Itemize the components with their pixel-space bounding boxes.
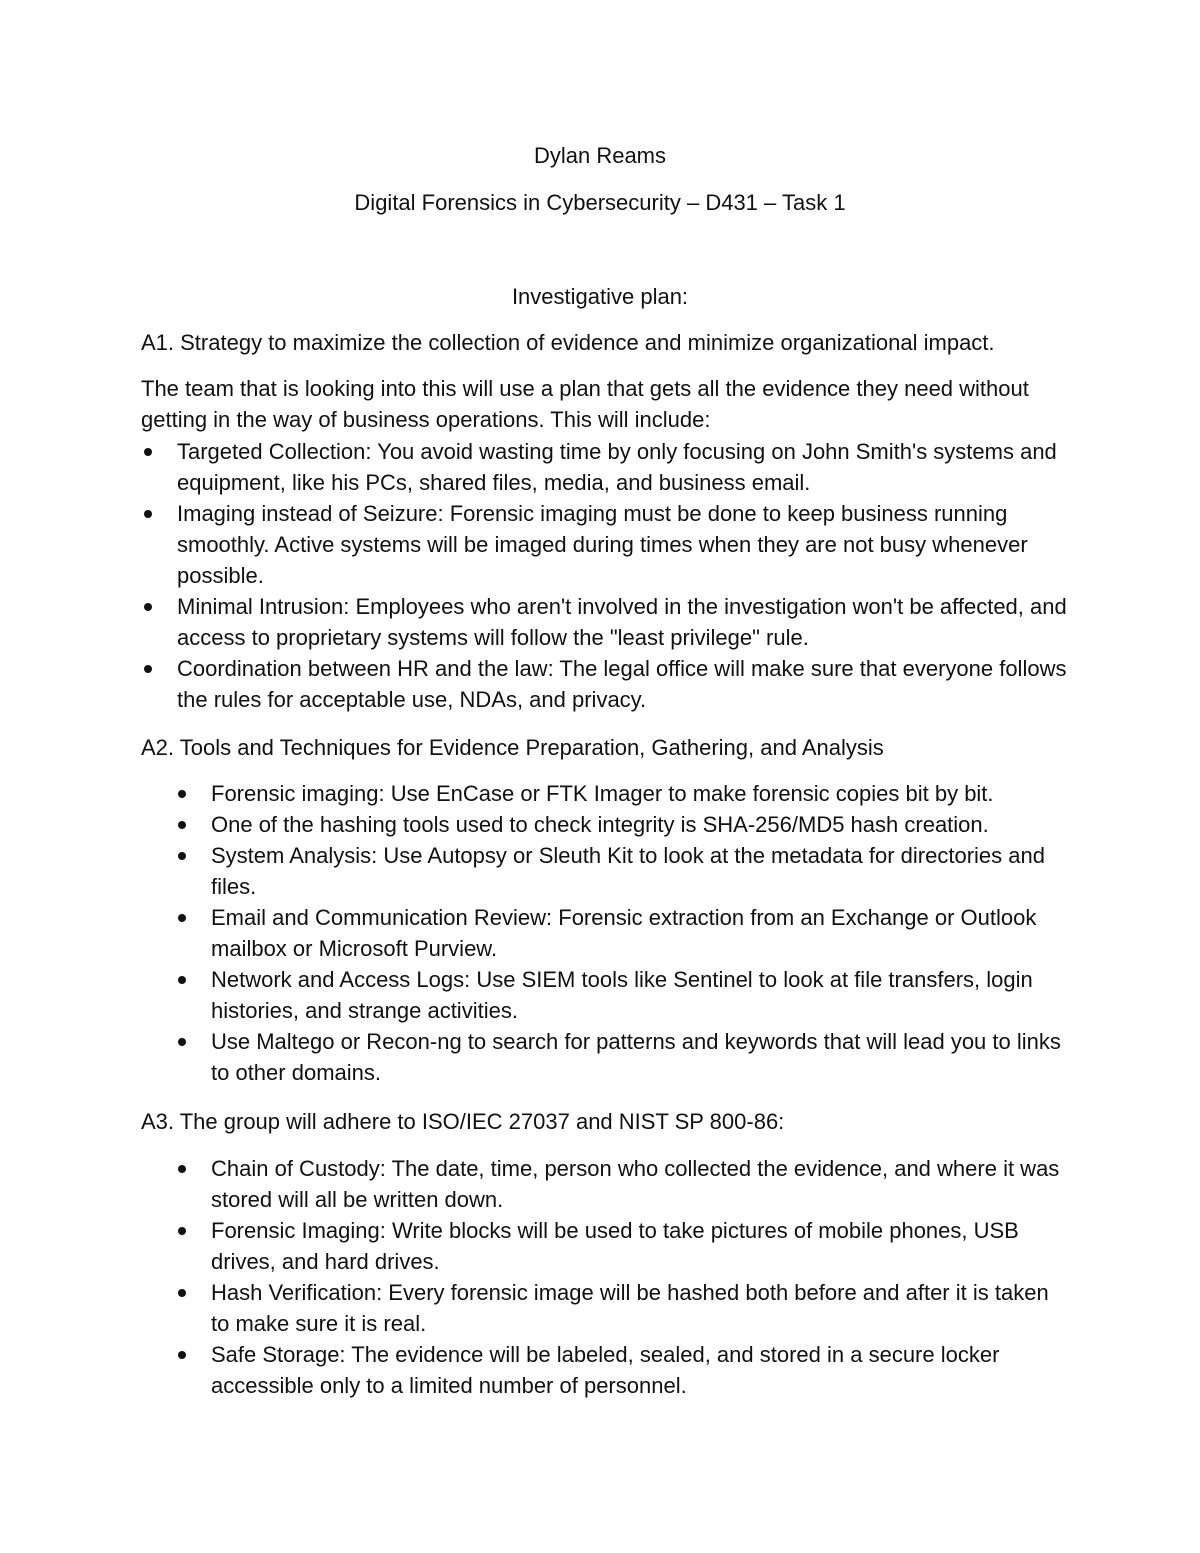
list-item [211, 1215, 1071, 1277]
list-item [211, 840, 1071, 902]
list-item-text: Chain of Custody: The date, time, person who collected the evidence, and where it was stored will all be written down. [211, 1156, 1060, 1212]
list-item-text: Forensic imaging: Use EnCase or FTK Imager to make forensic copies bit by bit. [211, 781, 994, 806]
list-item [177, 591, 1067, 653]
list-item-text: Safe Storage: The evidence will be labeled, sealed, and stored in a secure locker accessible only to a limited number of personnel. [211, 1342, 1000, 1398]
list-item-text: Network and Access Logs: Use SIEM tools like Sentinel to look at file transfers, login histories, and strange activities. [211, 967, 1033, 1023]
list-item-text: Forensic Imaging: Write blocks will be used to take pictures of mobile phones, USB drives, and hard drives. [211, 1218, 1019, 1274]
bullet-icon [178, 1227, 186, 1235]
bullet-icon [178, 821, 186, 829]
list-item [211, 1339, 1071, 1401]
a1-intro: The team that is looking into this will use a plan that gets all the evidence they need without getting in the way of business operations. This will include: [141, 376, 1029, 432]
list-item-text: One of the hashing tools used to check integrity is SHA-256/MD5 hash creation. [211, 812, 989, 837]
list-item [211, 1026, 1071, 1088]
list-item-text: Email and Communication Review: Forensic extraction from an Exchange or Outlook mailbox or Microsoft Purview. [211, 905, 1037, 961]
list-item [211, 964, 1071, 1026]
list-item [177, 498, 1067, 591]
list-item-text: Minimal Intrusion: Employees who aren't involved in the investigation won't be affected, and access to proprietary systems will follow the "least privilege" rule. [177, 594, 1067, 650]
author-name: Dylan Reams [533, 143, 667, 168]
list-item-text: Targeted Collection: You avoid wasting time by only focusing on John Smith's systems and equipment, like his PCs, shared files, media, and business email. [177, 439, 1057, 495]
a1-list [177, 436, 1067, 715]
bullet-icon [178, 852, 186, 860]
section-title: Investigative plan: [511, 284, 689, 309]
list-item [211, 1153, 1071, 1215]
bullet-icon [178, 1289, 186, 1297]
bullet-icon [178, 976, 186, 984]
a1-heading: A1. Strategy to maximize the collection of evidence and minimize organizational impact. [141, 330, 995, 355]
list-item-text: Imaging instead of Seizure: Forensic imaging must be done to keep business running smoothly. Active systems will be imaged during times when they are not busy whenever possible. [177, 501, 1028, 588]
bullet-icon [178, 790, 186, 798]
list-item [211, 809, 1071, 840]
bullet-icon [178, 1038, 186, 1046]
bullet-icon [144, 603, 152, 611]
list-item [211, 902, 1071, 964]
list-item [177, 653, 1067, 715]
bullet-icon [178, 1351, 186, 1359]
list-item-text: System Analysis: Use Autopsy or Sleuth Kit to look at the metadata for directories and files. [211, 843, 1045, 899]
bullet-icon [144, 665, 152, 673]
list-item-text: Use Maltego or Recon-ng to search for patterns and keywords that will lead you to links to other domains. [211, 1029, 1061, 1085]
a2-list [211, 778, 1071, 1088]
list-item-text: Coordination between HR and the law: The legal office will make sure that everyone follows the rules for acceptable use, NDAs, and privacy. [177, 656, 1067, 712]
list-item-text: Hash Verification: Every forensic image will be hashed both before and after it is taken to make sure it is real. [211, 1280, 1049, 1336]
list-item [177, 436, 1067, 498]
a2-heading: A2. Tools and Techniques for Evidence Preparation, Gathering, and Analysis [141, 735, 884, 760]
a3-heading: A3. The group will adhere to ISO/IEC 27037 and NIST SP 800-86: [141, 1109, 785, 1134]
bullet-icon [178, 914, 186, 922]
bullet-icon [144, 448, 152, 456]
bullet-icon [178, 1165, 186, 1173]
course-title: Digital Forensics in Cybersecurity – D431 – Task 1 [354, 190, 846, 215]
list-item [211, 1277, 1071, 1339]
bullet-icon [144, 510, 152, 518]
list-item [211, 778, 1071, 809]
a3-list [211, 1153, 1071, 1401]
